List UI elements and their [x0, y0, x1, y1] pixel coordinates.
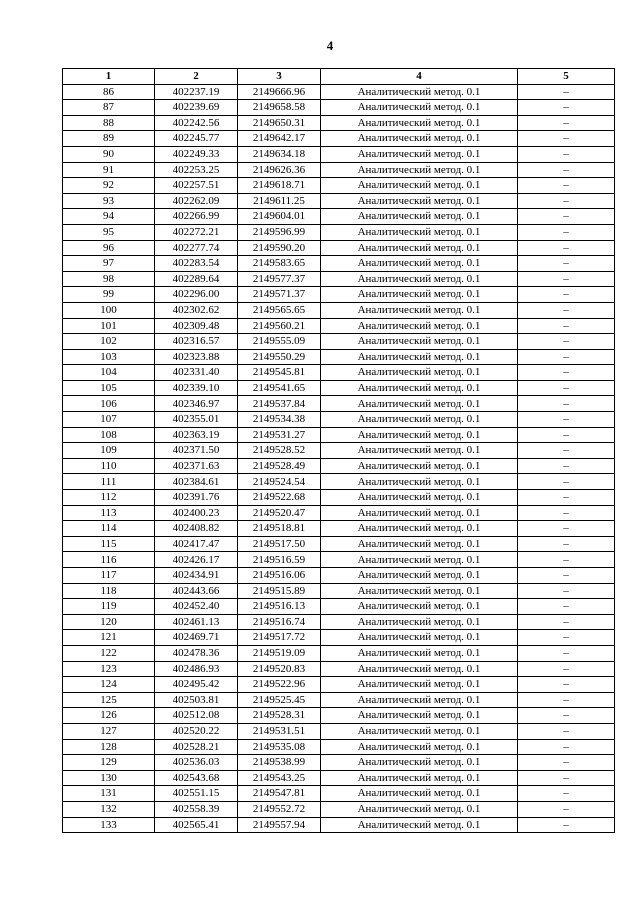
x-coordinate-cell: 402309.48 — [155, 318, 238, 334]
point-number-cell: 90 — [63, 146, 155, 162]
y-coordinate-cell: 2149515.89 — [238, 583, 321, 599]
table-row — [63, 334, 615, 350]
table-row — [63, 630, 615, 646]
y-coordinate-cell: 2149557.94 — [238, 817, 321, 833]
y-coordinate-cell: 2149611.25 — [238, 193, 321, 209]
x-coordinate-cell: 402417.47 — [155, 536, 238, 552]
column-header-5: 5 — [518, 69, 615, 85]
point-number-cell: 125 — [63, 692, 155, 708]
note-cell: – — [518, 271, 615, 287]
x-coordinate-cell: 402478.36 — [155, 645, 238, 661]
table-row — [63, 723, 615, 739]
x-coordinate-cell: 402323.88 — [155, 349, 238, 365]
x-coordinate-cell: 402391.76 — [155, 490, 238, 506]
table-row — [63, 770, 615, 786]
x-coordinate-cell: 402245.77 — [155, 131, 238, 147]
note-cell: – — [518, 474, 615, 490]
method-cell: Аналитический метод. 0.1 — [321, 287, 518, 303]
note-cell: – — [518, 692, 615, 708]
method-cell: Аналитический метод. 0.1 — [321, 131, 518, 147]
table-row — [63, 427, 615, 443]
method-cell: Аналитический метод. 0.1 — [321, 552, 518, 568]
x-coordinate-cell: 402452.40 — [155, 599, 238, 615]
y-coordinate-cell: 2149596.99 — [238, 224, 321, 240]
y-coordinate-cell: 2149658.58 — [238, 100, 321, 116]
page-number: 4 — [326, 38, 334, 53]
note-cell: – — [518, 599, 615, 615]
y-coordinate-cell: 2149604.01 — [238, 209, 321, 225]
point-number-cell: 97 — [63, 256, 155, 272]
table-row — [63, 115, 615, 131]
note-cell: – — [518, 334, 615, 350]
note-cell: – — [518, 287, 615, 303]
point-number-cell: 107 — [63, 412, 155, 428]
method-cell: Аналитический метод. 0.1 — [321, 614, 518, 630]
method-cell: Аналитический метод. 0.1 — [321, 708, 518, 724]
point-number-cell: 120 — [63, 614, 155, 630]
table-row — [63, 162, 615, 178]
point-number-cell: 101 — [63, 318, 155, 334]
method-cell: Аналитический метод. 0.1 — [321, 178, 518, 194]
x-coordinate-cell: 402339.10 — [155, 380, 238, 396]
x-coordinate-cell: 402296.00 — [155, 287, 238, 303]
note-cell: – — [518, 583, 615, 599]
method-cell: Аналитический метод. 0.1 — [321, 334, 518, 350]
x-coordinate-cell: 402242.56 — [155, 115, 238, 131]
y-coordinate-cell: 2149517.50 — [238, 536, 321, 552]
x-coordinate-cell: 402503.81 — [155, 692, 238, 708]
method-cell: Аналитический метод. 0.1 — [321, 583, 518, 599]
table-row — [63, 614, 615, 630]
y-coordinate-cell: 2149583.65 — [238, 256, 321, 272]
table-row — [63, 661, 615, 677]
point-number-cell: 128 — [63, 739, 155, 755]
note-cell: – — [518, 755, 615, 771]
method-cell: Аналитический метод. 0.1 — [321, 443, 518, 459]
y-coordinate-cell: 2149543.25 — [238, 770, 321, 786]
y-coordinate-cell: 2149618.71 — [238, 178, 321, 194]
table-row — [63, 224, 615, 240]
y-coordinate-cell: 2149517.72 — [238, 630, 321, 646]
table-header-row — [63, 69, 615, 85]
note-cell: – — [518, 505, 615, 521]
x-coordinate-cell: 402249.33 — [155, 146, 238, 162]
x-coordinate-cell: 402443.66 — [155, 583, 238, 599]
method-cell: Аналитический метод. 0.1 — [321, 349, 518, 365]
point-number-cell: 94 — [63, 209, 155, 225]
y-coordinate-cell: 2149528.49 — [238, 458, 321, 474]
note-cell: – — [518, 801, 615, 817]
y-coordinate-cell: 2149524.54 — [238, 474, 321, 490]
point-number-cell: 95 — [63, 224, 155, 240]
table-row — [63, 708, 615, 724]
y-coordinate-cell: 2149516.59 — [238, 552, 321, 568]
method-cell: Аналитический метод. 0.1 — [321, 630, 518, 646]
note-cell: – — [518, 224, 615, 240]
table-row — [63, 380, 615, 396]
point-number-cell: 105 — [63, 380, 155, 396]
x-coordinate-cell: 402558.39 — [155, 801, 238, 817]
table-row — [63, 287, 615, 303]
point-number-cell: 86 — [63, 84, 155, 100]
table-row — [63, 552, 615, 568]
note-cell: – — [518, 661, 615, 677]
method-cell: Аналитический метод. 0.1 — [321, 162, 518, 178]
point-number-cell: 129 — [63, 755, 155, 771]
y-coordinate-cell: 2149528.31 — [238, 708, 321, 724]
x-coordinate-cell: 402363.19 — [155, 427, 238, 443]
y-coordinate-cell: 2149555.09 — [238, 334, 321, 350]
method-cell: Аналитический метод. 0.1 — [321, 599, 518, 615]
method-cell: Аналитический метод. 0.1 — [321, 521, 518, 537]
table-row — [63, 490, 615, 506]
x-coordinate-cell: 402257.51 — [155, 178, 238, 194]
note-cell: – — [518, 458, 615, 474]
table-row — [63, 349, 615, 365]
y-coordinate-cell: 2149650.31 — [238, 115, 321, 131]
point-number-cell: 111 — [63, 474, 155, 490]
y-coordinate-cell: 2149518.81 — [238, 521, 321, 537]
y-coordinate-cell: 2149590.20 — [238, 240, 321, 256]
method-cell: Аналитический метод. 0.1 — [321, 505, 518, 521]
table-row — [63, 536, 615, 552]
method-cell: Аналитический метод. 0.1 — [321, 396, 518, 412]
table-row — [63, 146, 615, 162]
point-number-cell: 98 — [63, 271, 155, 287]
method-cell: Аналитический метод. 0.1 — [321, 755, 518, 771]
note-cell: – — [518, 427, 615, 443]
note-cell: – — [518, 146, 615, 162]
method-cell: Аналитический метод. 0.1 — [321, 318, 518, 334]
method-cell: Аналитический метод. 0.1 — [321, 115, 518, 131]
column-header-2: 2 — [155, 69, 238, 85]
point-number-cell: 117 — [63, 568, 155, 584]
point-number-cell: 88 — [63, 115, 155, 131]
table-row — [63, 178, 615, 194]
point-number-cell: 127 — [63, 723, 155, 739]
note-cell: – — [518, 708, 615, 724]
y-coordinate-cell: 2149525.45 — [238, 692, 321, 708]
table-row — [63, 505, 615, 521]
y-coordinate-cell: 2149535.08 — [238, 739, 321, 755]
x-coordinate-cell: 402551.15 — [155, 786, 238, 802]
table-row — [63, 645, 615, 661]
point-number-cell: 89 — [63, 131, 155, 147]
point-number-cell: 103 — [63, 349, 155, 365]
point-number-cell: 126 — [63, 708, 155, 724]
note-cell: – — [518, 770, 615, 786]
table-row — [63, 521, 615, 537]
point-number-cell: 112 — [63, 490, 155, 506]
method-cell: Аналитический метод. 0.1 — [321, 302, 518, 318]
table-row — [63, 318, 615, 334]
x-coordinate-cell: 402461.13 — [155, 614, 238, 630]
point-number-cell: 87 — [63, 100, 155, 116]
method-cell: Аналитический метод. 0.1 — [321, 365, 518, 381]
y-coordinate-cell: 2149537.84 — [238, 396, 321, 412]
note-cell: – — [518, 396, 615, 412]
point-number-cell: 119 — [63, 599, 155, 615]
point-number-cell: 123 — [63, 661, 155, 677]
x-coordinate-cell: 402283.54 — [155, 256, 238, 272]
method-cell: Аналитический метод. 0.1 — [321, 100, 518, 116]
note-cell: – — [518, 490, 615, 506]
method-cell: Аналитический метод. 0.1 — [321, 380, 518, 396]
point-number-cell: 102 — [63, 334, 155, 350]
point-number-cell: 92 — [63, 178, 155, 194]
coordinates-table — [62, 68, 615, 833]
point-number-cell: 124 — [63, 677, 155, 693]
x-coordinate-cell: 402495.42 — [155, 677, 238, 693]
y-coordinate-cell: 2149528.52 — [238, 443, 321, 459]
point-number-cell: 133 — [63, 817, 155, 833]
x-coordinate-cell: 402469.71 — [155, 630, 238, 646]
note-cell: – — [518, 786, 615, 802]
table-row — [63, 583, 615, 599]
point-number-cell: 110 — [63, 458, 155, 474]
x-coordinate-cell: 402543.68 — [155, 770, 238, 786]
method-cell: Аналитический метод. 0.1 — [321, 193, 518, 209]
x-coordinate-cell: 402302.62 — [155, 302, 238, 318]
table-row — [63, 458, 615, 474]
table-row — [63, 599, 615, 615]
method-cell: Аналитический метод. 0.1 — [321, 256, 518, 272]
note-cell: – — [518, 349, 615, 365]
x-coordinate-cell: 402266.99 — [155, 209, 238, 225]
y-coordinate-cell: 2149666.96 — [238, 84, 321, 100]
method-cell: Аналитический метод. 0.1 — [321, 412, 518, 428]
table-row — [63, 131, 615, 147]
method-cell: Аналитический метод. 0.1 — [321, 645, 518, 661]
table-row — [63, 817, 615, 833]
table-row — [63, 786, 615, 802]
note-cell: – — [518, 209, 615, 225]
method-cell: Аналитический метод. 0.1 — [321, 568, 518, 584]
point-number-cell: 109 — [63, 443, 155, 459]
note-cell: – — [518, 115, 615, 131]
point-number-cell: 114 — [63, 521, 155, 537]
note-cell: – — [518, 552, 615, 568]
table-row — [63, 692, 615, 708]
y-coordinate-cell: 2149571.37 — [238, 287, 321, 303]
note-cell: – — [518, 365, 615, 381]
point-number-cell: 93 — [63, 193, 155, 209]
note-cell: – — [518, 677, 615, 693]
x-coordinate-cell: 402277.74 — [155, 240, 238, 256]
y-coordinate-cell: 2149626.36 — [238, 162, 321, 178]
y-coordinate-cell: 2149577.37 — [238, 271, 321, 287]
y-coordinate-cell: 2149522.96 — [238, 677, 321, 693]
method-cell: Аналитический метод. 0.1 — [321, 84, 518, 100]
method-cell: Аналитический метод. 0.1 — [321, 474, 518, 490]
note-cell: – — [518, 645, 615, 661]
y-coordinate-cell: 2149531.27 — [238, 427, 321, 443]
point-number-cell: 131 — [63, 786, 155, 802]
y-coordinate-cell: 2149531.51 — [238, 723, 321, 739]
x-coordinate-cell: 402239.69 — [155, 100, 238, 116]
table-row — [63, 84, 615, 100]
note-cell: – — [518, 412, 615, 428]
point-number-cell: 118 — [63, 583, 155, 599]
table-row — [63, 302, 615, 318]
x-coordinate-cell: 402371.50 — [155, 443, 238, 459]
x-coordinate-cell: 402371.63 — [155, 458, 238, 474]
note-cell: – — [518, 131, 615, 147]
note-cell: – — [518, 302, 615, 318]
note-cell: – — [518, 443, 615, 459]
column-header-1: 1 — [63, 69, 155, 85]
x-coordinate-cell: 402262.09 — [155, 193, 238, 209]
y-coordinate-cell: 2149547.81 — [238, 786, 321, 802]
table-row — [63, 568, 615, 584]
table-row — [63, 801, 615, 817]
note-cell: – — [518, 240, 615, 256]
method-cell: Аналитический метод. 0.1 — [321, 817, 518, 833]
note-cell: – — [518, 84, 615, 100]
method-cell: Аналитический метод. 0.1 — [321, 661, 518, 677]
table-row — [63, 443, 615, 459]
y-coordinate-cell: 2149541.65 — [238, 380, 321, 396]
y-coordinate-cell: 2149634.18 — [238, 146, 321, 162]
table-row — [63, 100, 615, 116]
method-cell: Аналитический метод. 0.1 — [321, 209, 518, 225]
note-cell: – — [518, 100, 615, 116]
point-number-cell: 106 — [63, 396, 155, 412]
x-coordinate-cell: 402536.03 — [155, 755, 238, 771]
point-number-cell: 113 — [63, 505, 155, 521]
point-number-cell: 122 — [63, 645, 155, 661]
x-coordinate-cell: 402237.19 — [155, 84, 238, 100]
note-cell: – — [518, 318, 615, 334]
x-coordinate-cell: 402408.82 — [155, 521, 238, 537]
x-coordinate-cell: 402355.01 — [155, 412, 238, 428]
x-coordinate-cell: 402331.40 — [155, 365, 238, 381]
y-coordinate-cell: 2149520.83 — [238, 661, 321, 677]
table-row — [63, 240, 615, 256]
y-coordinate-cell: 2149534.38 — [238, 412, 321, 428]
point-number-cell: 99 — [63, 287, 155, 303]
note-cell: – — [518, 380, 615, 396]
x-coordinate-cell: 402520.22 — [155, 723, 238, 739]
point-number-cell: 132 — [63, 801, 155, 817]
point-number-cell: 100 — [63, 302, 155, 318]
method-cell: Аналитический метод. 0.1 — [321, 224, 518, 240]
y-coordinate-cell: 2149538.99 — [238, 755, 321, 771]
y-coordinate-cell: 2149642.17 — [238, 131, 321, 147]
note-cell: – — [518, 739, 615, 755]
method-cell: Аналитический метод. 0.1 — [321, 739, 518, 755]
note-cell: – — [518, 568, 615, 584]
x-coordinate-cell: 402426.17 — [155, 552, 238, 568]
point-number-cell: 104 — [63, 365, 155, 381]
note-cell: – — [518, 614, 615, 630]
y-coordinate-cell: 2149519.09 — [238, 645, 321, 661]
table-row — [63, 271, 615, 287]
note-cell: – — [518, 817, 615, 833]
method-cell: Аналитический метод. 0.1 — [321, 146, 518, 162]
x-coordinate-cell: 402434.91 — [155, 568, 238, 584]
note-cell: – — [518, 193, 615, 209]
note-cell: – — [518, 178, 615, 194]
x-coordinate-cell: 402289.64 — [155, 271, 238, 287]
column-header-3: 3 — [238, 69, 321, 85]
note-cell: – — [518, 521, 615, 537]
table-row — [63, 396, 615, 412]
table-row — [63, 256, 615, 272]
note-cell: – — [518, 536, 615, 552]
table-row — [63, 739, 615, 755]
x-coordinate-cell: 402272.21 — [155, 224, 238, 240]
y-coordinate-cell: 2149560.21 — [238, 318, 321, 334]
y-coordinate-cell: 2149516.74 — [238, 614, 321, 630]
method-cell: Аналитический метод. 0.1 — [321, 801, 518, 817]
table-row — [63, 193, 615, 209]
table-body — [63, 84, 615, 833]
table-row — [63, 755, 615, 771]
y-coordinate-cell: 2149565.65 — [238, 302, 321, 318]
method-cell: Аналитический метод. 0.1 — [321, 786, 518, 802]
table-row — [63, 209, 615, 225]
method-cell: Аналитический метод. 0.1 — [321, 458, 518, 474]
y-coordinate-cell: 2149550.29 — [238, 349, 321, 365]
table-row — [63, 412, 615, 428]
column-header-4: 4 — [321, 69, 518, 85]
table-row — [63, 365, 615, 381]
y-coordinate-cell: 2149520.47 — [238, 505, 321, 521]
method-cell: Аналитический метод. 0.1 — [321, 677, 518, 693]
x-coordinate-cell: 402512.08 — [155, 708, 238, 724]
table-row — [63, 677, 615, 693]
point-number-cell: 108 — [63, 427, 155, 443]
x-coordinate-cell: 402486.93 — [155, 661, 238, 677]
y-coordinate-cell: 2149545.81 — [238, 365, 321, 381]
y-coordinate-cell: 2149522.68 — [238, 490, 321, 506]
point-number-cell: 121 — [63, 630, 155, 646]
x-coordinate-cell: 402346.97 — [155, 396, 238, 412]
method-cell: Аналитический метод. 0.1 — [321, 490, 518, 506]
point-number-cell: 115 — [63, 536, 155, 552]
method-cell: Аналитический метод. 0.1 — [321, 723, 518, 739]
method-cell: Аналитический метод. 0.1 — [321, 770, 518, 786]
method-cell: Аналитический метод. 0.1 — [321, 692, 518, 708]
method-cell: Аналитический метод. 0.1 — [321, 240, 518, 256]
point-number-cell: 96 — [63, 240, 155, 256]
x-coordinate-cell: 402316.57 — [155, 334, 238, 350]
x-coordinate-cell: 402528.21 — [155, 739, 238, 755]
note-cell: – — [518, 256, 615, 272]
x-coordinate-cell: 402400.23 — [155, 505, 238, 521]
table-row — [63, 474, 615, 490]
point-number-cell: 130 — [63, 770, 155, 786]
y-coordinate-cell: 2149516.13 — [238, 599, 321, 615]
method-cell: Аналитический метод. 0.1 — [321, 271, 518, 287]
y-coordinate-cell: 2149516.06 — [238, 568, 321, 584]
note-cell: – — [518, 630, 615, 646]
y-coordinate-cell: 2149552.72 — [238, 801, 321, 817]
point-number-cell: 91 — [63, 162, 155, 178]
note-cell: – — [518, 723, 615, 739]
method-cell: Аналитический метод. 0.1 — [321, 536, 518, 552]
x-coordinate-cell: 402565.41 — [155, 817, 238, 833]
x-coordinate-cell: 402384.61 — [155, 474, 238, 490]
x-coordinate-cell: 402253.25 — [155, 162, 238, 178]
method-cell: Аналитический метод. 0.1 — [321, 427, 518, 443]
point-number-cell: 116 — [63, 552, 155, 568]
note-cell: – — [518, 162, 615, 178]
